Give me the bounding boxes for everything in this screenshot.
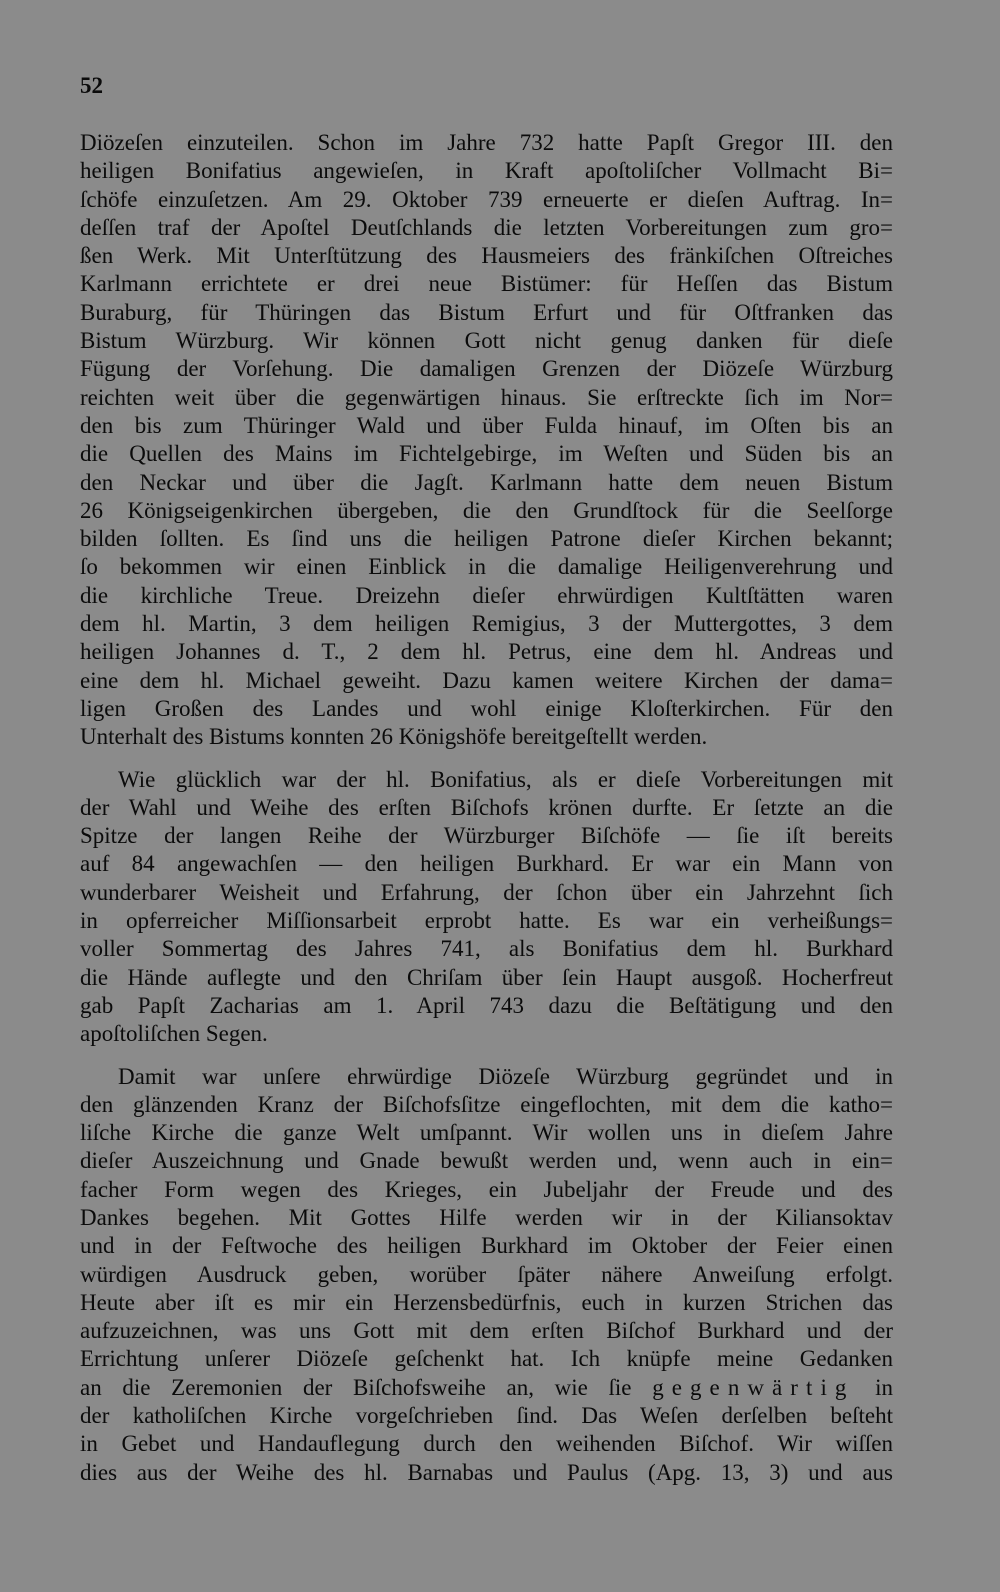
text-line: würdigen Ausdruck geben, worüber ſpäter nähere Anweiſung erfolgt. [80, 1261, 893, 1287]
text-line: Buraburg, für Thüringen das Bistum Erfurt und für Oſtfranken das [80, 299, 893, 325]
text-line [80, 1374, 893, 1402]
text-line: ligen Großen des Landes und wohl einige Kloſterkirchen. Für den [80, 695, 893, 721]
text-line: ßen Werk. Mit Unterſtützung des Hausmeiers des fränkiſchen Oſtreiches [80, 243, 893, 269]
text-line: eine dem hl. Michael geweiht. Dazu kamen weitere Kirchen der dama= [80, 667, 893, 693]
text-line: 26 Königseigenkirchen übergeben, die den Grundſtock für die Seelſorge [80, 497, 893, 523]
text-line: apoſtoliſchen Segen. [80, 1021, 268, 1047]
text-line: der katholiſchen Kirche vorgeſchrieben ſind. Das Weſen derſelben beſteht [80, 1403, 893, 1429]
text-line: Unterhalt des Bistums konnten 26 Königshöfe bereitgeſtellt werden. [80, 724, 708, 750]
text-line: voller Sommertag des Jahres 741, als Bonifatius dem hl. Burkhard [80, 936, 893, 962]
text-line: Errichtung unſerer Diözeſe geſchenkt hat. Ich knüpfe meine Gedanken [80, 1346, 893, 1372]
text-segment: an die Zeremonien der Biſchofsweihe an, wie ſie [80, 1374, 653, 1400]
text-line: liſche Kirche die ganze Welt umſpannt. Wir wollen uns in dieſem Jahre [80, 1120, 893, 1146]
paragraph [80, 766, 893, 1049]
text-line: Fügung der Vorſehung. Die damaligen Grenzen der Diözeſe Würzburg [80, 356, 893, 382]
page-number: 52 [80, 73, 103, 98]
text-line: die Quellen des Mains im Fichtelgebirge, im Weſten und Süden bis an [80, 441, 893, 467]
text-line: Karlmann errichtete er drei neue Bistümer: für Heſſen das Bistum [80, 271, 893, 297]
text-line: bilden ſollten. Es ſind uns die heiligen Patrone dieſer Kirchen bekannt; [80, 526, 893, 552]
text-line: facher Form wegen des Krieges, ein Jubeljahr der Freude und des [80, 1176, 893, 1202]
text-line: wunderbarer Weisheit und Erfahrung, der ſchon über ein Jahrzehnt ſich [80, 879, 893, 905]
paragraph [80, 129, 893, 752]
body-text [80, 129, 893, 1487]
text-line: dies aus der Weihe des hl. Barnabas und Paulus (Apg. 13, 3) und aus [80, 1459, 893, 1485]
text-line: aufzuzeichnen, was uns Gott mit dem erſten Biſchof Burkhard und der [80, 1318, 893, 1344]
text-line: der Wahl und Weihe des erſten Biſchofs krönen durfte. Er ſetzte an die [80, 794, 893, 820]
text-line: gab Papſt Zacharias am 1. April 743 dazu die Beſtätigung und den [80, 992, 893, 1018]
text-line: auf 84 angewachſen — den heiligen Burkhard. Er war ein Mann von [80, 851, 893, 877]
text-line: dem hl. Martin, 3 dem heiligen Remigius, 3 der Muttergottes, 3 dem [80, 611, 893, 637]
text-line: die kirchliche Treue. Dreizehn dieſer ehrwürdigen Kultſtätten waren [80, 582, 893, 608]
text-line: Heute aber iſt es mir ein Herzensbedürfnis, euch in kurzen Strichen das [80, 1289, 893, 1315]
text-line: heiligen Bonifatius angewieſen, in Kraft apoſtoliſcher Vollmacht Bi= [80, 158, 893, 184]
text-line: den glänzenden Kranz der Biſchofsſitze eingeflochten, mit dem die katho= [80, 1091, 893, 1117]
text-line: Bistum Würzburg. Wir können Gott nicht genug danken für dieſe [80, 328, 893, 354]
text-line: die Hände auflegte und den Chriſam über ſein Haupt ausgoß. Hocherfreut [80, 964, 893, 990]
text-line: dieſer Auszeichnung und Gnade bewußt werden und, wenn auch in ein= [80, 1148, 893, 1174]
text-line: Wie glücklich war der hl. Bonifatius, als er dieſe Vorbereitungen mit [118, 766, 893, 792]
text-line: Dankes begehen. Mit Gottes Hilfe werden wir in der Kiliansoktav [80, 1204, 893, 1230]
text-line: den bis zum Thüringer Wald und über Fulda hinauf, im Oſten bis an [80, 412, 893, 438]
paragraph [80, 1063, 893, 1487]
text-line: den Neckar und über die Jagſt. Karlmann hatte dem neuen Bistum [80, 469, 893, 495]
text-line: deſſen traf der Apoſtel Deutſchlands die letzten Vorbereitungen zum gro= [80, 214, 893, 240]
text-line: Spitze der langen Reihe der Würzburger Biſchöfe — ſie iſt bereits [80, 823, 893, 849]
text-line: Damit war unſere ehrwürdige Diözeſe Würzburg gegründet und in [118, 1063, 893, 1089]
text-line: Diözeſen einzuteilen. Schon im Jahre 732 hatte Papſt Gregor III. den [80, 130, 893, 155]
text-line: reichten weit über die gegenwärtigen hinaus. Sie erſtreckte ſich im Nor= [80, 384, 893, 410]
text-line: und in der Feſtwoche des heiligen Burkhard im Oktober der Feier einen [80, 1233, 893, 1259]
text-segment: in [854, 1374, 893, 1400]
text-line: in Gebet und Handauflegung durch den weihenden Biſchof. Wir wiſſen [80, 1431, 893, 1457]
emphasized-word: gegenwärtig [652, 1374, 855, 1400]
text-line: ſo bekommen wir einen Einblick in die damalige Heiligenverehrung und [80, 554, 893, 580]
text-line: in opferreicher Miſſionsarbeit erprobt hatte. Es war ein verheißungs= [80, 908, 893, 934]
text-line: ſchöfe einzuſetzen. Am 29. Oktober 739 erneuerte er dieſen Auftrag. In= [80, 186, 893, 212]
text-line: heiligen Johannes d. T., 2 dem hl. Petrus, eine dem hl. Andreas und [80, 639, 893, 665]
